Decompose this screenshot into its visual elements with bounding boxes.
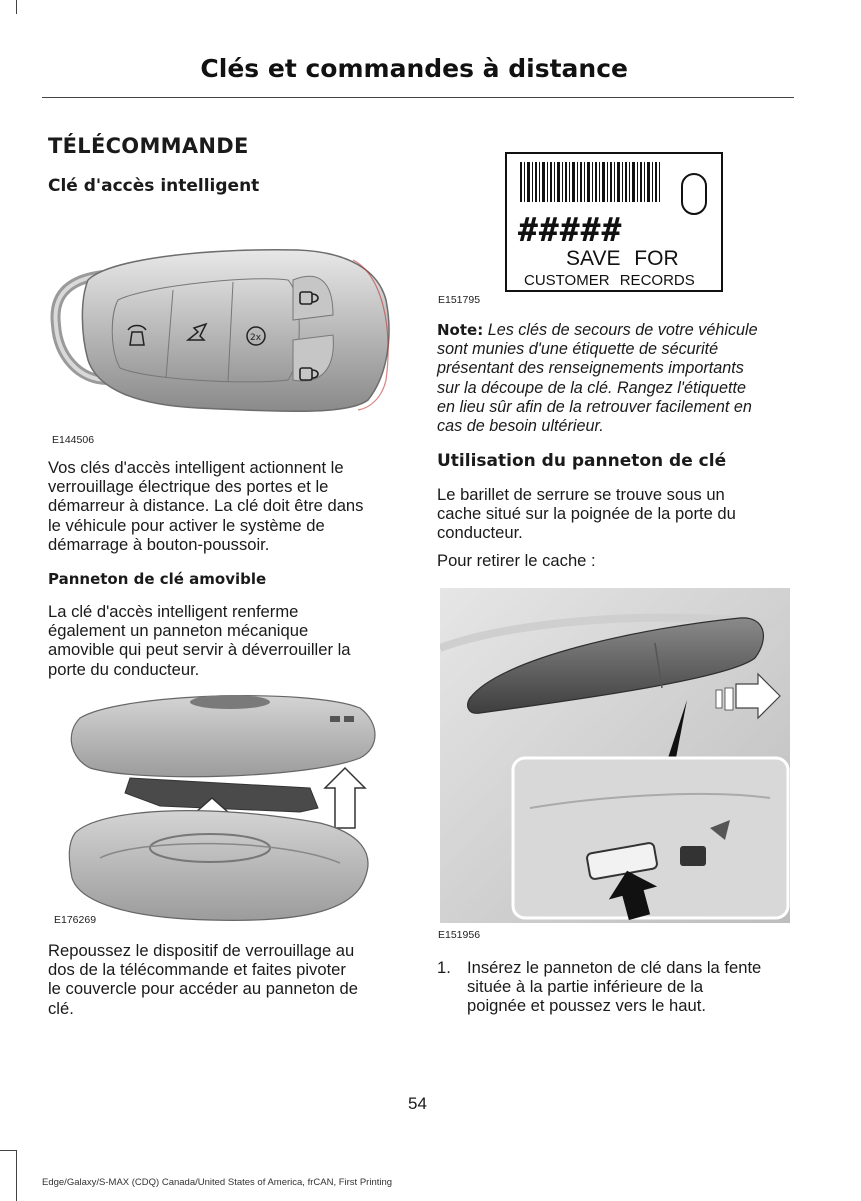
subtitle-key-blade-use: Utilisation du panneton de clé (437, 451, 727, 471)
figure-caption: E151956 (438, 929, 481, 941)
list-item-number: 1. (437, 958, 451, 977)
subheading-removable-blade: Panneton de clé amovible (48, 570, 267, 588)
text-line: démarrage à bouton-poussoir. (48, 534, 270, 554)
paragraph-lock-cylinder (437, 485, 736, 543)
header-title: Clés et commandes à distance (200, 54, 628, 83)
text-line: verrouillage électrique des portes et le (48, 477, 329, 497)
text-line: Repoussez le dispositif de verrouillage au (48, 941, 355, 960)
tag-line-records: CUSTOMER RECORDS (524, 272, 695, 289)
header-rule (42, 97, 794, 98)
tag-line-save: SAVE FOR (566, 247, 679, 270)
crop-mark-bottom (0, 1150, 17, 1201)
section-title: TÉLÉCOMMANDE (48, 134, 249, 158)
figure-caption: E144506 (52, 434, 95, 446)
text-line: présentant des renseignements importants (437, 359, 744, 378)
note-label: Note: (437, 321, 484, 339)
text-line: sur la découpe de la clé. Rangez l'étiquette (437, 378, 747, 397)
text-line: conducteur. (437, 523, 523, 543)
text-line: porte du conducteur. (48, 659, 200, 679)
svg-text:2x: 2x (250, 333, 262, 343)
door-handle-illustration (440, 588, 790, 923)
barcode-icon (520, 162, 670, 204)
text-line: clé. (48, 998, 74, 1018)
text-line: cas de besoin ultérieur. (437, 417, 604, 436)
text-line: cache situé sur la poignée de la porte du (437, 504, 736, 524)
text-line: sont munies d'une étiquette de sécurité (437, 340, 719, 359)
paragraph-removable-blade (48, 602, 351, 679)
footer-text: Edge/Galaxy/S-MAX (CDQ) Canada/United States of America, frCAN, First Printing (42, 1177, 393, 1188)
text-line: en lieu sûr afin de la retrouver facilement en (437, 397, 752, 416)
text-line: située à la partie inférieure de la (467, 977, 704, 997)
tag-code: ##### (518, 210, 623, 249)
crop-mark-top (0, 0, 17, 14)
text-line: Note: Les clés de secours de votre véhicule (437, 321, 758, 339)
text-line: Vos clés d'accès intelligent actionnent le (48, 458, 344, 477)
text-line: dos de la télécommande et faites pivoter (48, 960, 346, 980)
text-line: le véhicule pour activer le système de (48, 515, 325, 535)
list-item (467, 958, 761, 1016)
figure-caption: E176269 (54, 914, 97, 926)
figure-caption: E151795 (438, 294, 481, 306)
note-paragraph (437, 321, 797, 436)
tag-hole-icon (680, 172, 708, 216)
page-header (0, 54, 835, 83)
text-line: également un panneton mécanique (48, 621, 309, 641)
text-line: démarreur à distance. La clé doit être dans (48, 496, 364, 516)
text-line: Le barillet de serrure se trouve sous un (437, 485, 725, 504)
text-line: le couvercle pour accéder au panneton de (48, 979, 358, 999)
page-number-wrap (0, 1094, 835, 1114)
smart-key-illustration (48, 240, 398, 420)
paragraph-smart-key (48, 458, 363, 554)
paragraph-remove-cover: Pour retirer le cache : (437, 551, 596, 570)
paragraph-access-blade (48, 941, 358, 1018)
subtitle-smart-key: Clé d'accès intelligent (48, 176, 260, 196)
key-blade-illustration (60, 688, 390, 928)
page-number: 54 (408, 1094, 427, 1113)
text-line: La clé d'accès intelligent renferme (48, 602, 299, 621)
text-line: poignée et poussez vers le haut. (467, 996, 706, 1016)
text-line: amovible qui peut servir à déverrouiller la (48, 640, 351, 660)
text-line: Insérez le panneton de clé dans la fente (467, 958, 762, 977)
